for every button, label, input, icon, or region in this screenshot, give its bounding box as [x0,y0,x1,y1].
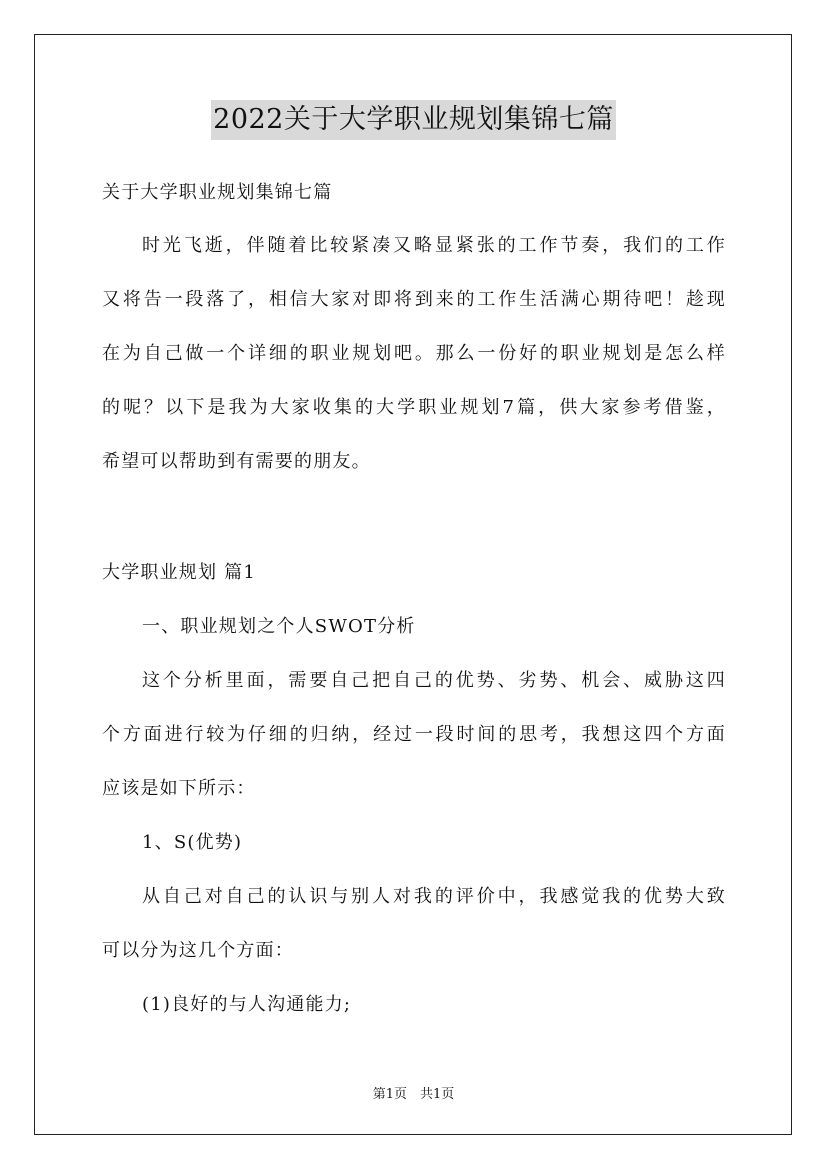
intro-line-3: 在为自己做一个详细的职业规划吧。那么一份好的职业规划是怎么样 [102,343,726,364]
page-footer: 第1页 共1页 [372,1087,455,1102]
analysis-line-3: 应该是如下所示： [102,778,256,799]
strength-item-1: (1)良好的与人沟通能力; [142,994,352,1015]
section-item-1: 一、职业规划之个人SWOT分析 [142,616,416,637]
intro-line-1: 时光飞逝，伴随着比较紧凑又略显紧张的工作节奏，我们的工作 [142,235,726,256]
analysis-line-2: 个方面进行较为仔细的归纳，经过一段时间的思考，我想这四个方面 [102,724,726,745]
document-title-text: 2022关于大学职业规划集锦七篇 [211,100,616,140]
strength-line-2: 可以分为这几个方面： [102,940,294,961]
section-heading: 大学职业规划 篇1 [102,562,256,583]
intro-line-2: 又将告一段落了，相信大家对即将到来的工作生活满心期待吧！趁现 [102,289,726,310]
strength-heading: 1、S(优势) [142,832,243,853]
document-subtitle: 关于大学职业规划集锦七篇 [102,182,333,203]
analysis-line-1: 这个分析里面，需要自己把自己的优势、劣势、机会、威胁这四 [142,670,726,691]
intro-line-4: 的呢？以下是我为大家收集的大学职业规划7篇，供大家参考借鉴， [102,397,726,418]
strength-line-1: 从自己对自己的认识与别人对我的评价中，我感觉我的优势大致 [142,886,726,907]
intro-line-5: 希望可以帮助到有需要的朋友。 [102,451,371,472]
document-title [0,100,827,140]
